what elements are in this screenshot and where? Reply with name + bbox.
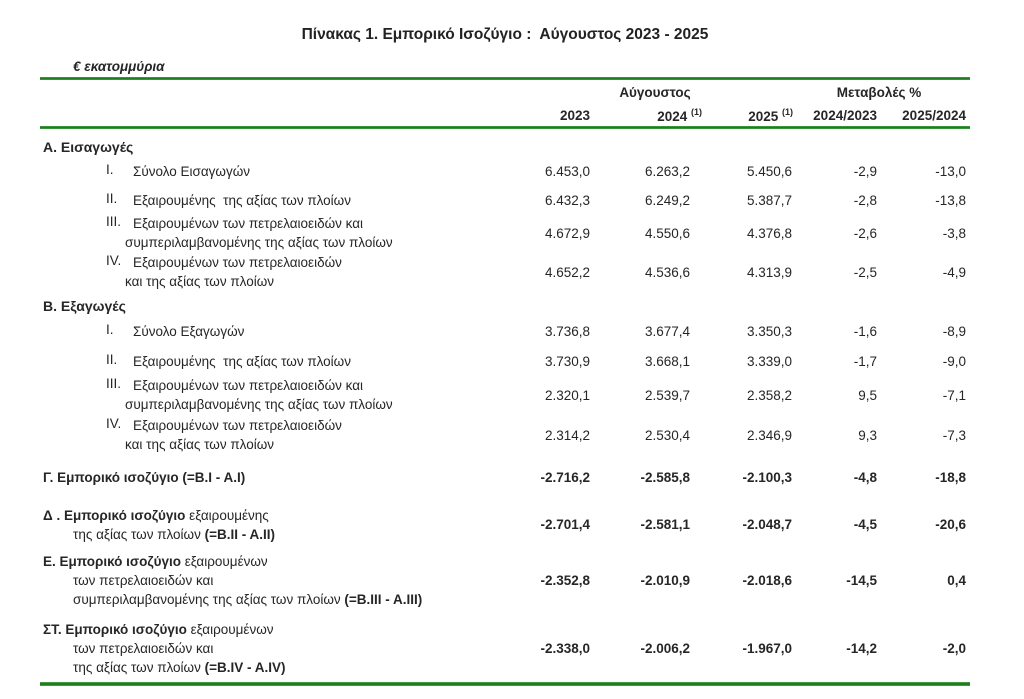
value-change-2024-2023: -1,6 — [853, 324, 877, 339]
row-imports-excl-petroleum-and-ships — [40, 252, 970, 292]
value-2024: 6.249,2 — [644, 192, 690, 208]
footnote-marker: (1) — [782, 106, 793, 117]
row-label: Εξαιρουμένων των πετρελαιοειδών και — [133, 378, 364, 393]
value-change-2025-2024: -4,9 — [942, 264, 966, 280]
value-2024: 4.550,6 — [644, 225, 690, 241]
row-label: Εξαιρουμένης της αξίας των πλοίων — [133, 192, 351, 208]
unit-label: € εκατομμύρια — [73, 59, 165, 74]
value-2025: 4.376,8 — [746, 225, 792, 241]
value-2024: 2.530,4 — [644, 427, 690, 443]
value-change-2024-2023: 9,5 — [858, 387, 877, 403]
row-label-bold: ΣΤ. Εμπορικό ισοζύγιο — [43, 622, 187, 637]
row-trade-balance — [40, 455, 970, 500]
row-label-line2: συμπεριλαμβανομένης της αξίας των πλοίων — [125, 397, 393, 412]
value-2025: 5.387,7 — [746, 192, 792, 208]
row-exports-excl-ships — [40, 347, 970, 375]
row-numeral: II. — [106, 351, 118, 367]
table-1-trade-balance — [40, 0, 970, 686]
bottom-rule — [40, 682, 970, 686]
row-trade-balance-excl-ships — [40, 500, 970, 549]
value-change-2024-2023: -2,5 — [853, 264, 877, 280]
value-2023: -2.338,0 — [540, 641, 590, 656]
year-2025: 2025 — [748, 108, 779, 124]
value-change-2025-2024: -2,0 — [942, 641, 966, 656]
value-2023: 3.736,8 — [544, 324, 590, 339]
value-change-2024-2023: -1,7 — [853, 353, 877, 369]
value-2025: 5.450,6 — [746, 163, 792, 179]
header-group-row — [40, 80, 970, 104]
value-2023: 6.453,0 — [544, 163, 590, 179]
row-exports-excl-petroleum-and-ships — [40, 415, 970, 455]
row-label: Εξαιρουμένων των πετρελαιοειδών — [133, 418, 342, 433]
row-label-bold: Δ . Εμπορικό ισοζύγιο — [43, 507, 186, 523]
row-numeral: II. — [106, 190, 118, 206]
row-exports-excl-petroleum-incl-ships — [40, 375, 970, 415]
value-2023: 2.314,2 — [544, 427, 590, 443]
footnote-marker: (1) — [691, 106, 702, 117]
value-2025: 4.313,9 — [746, 264, 792, 280]
row-numeral: I. — [106, 322, 114, 337]
value-2024: -2.585,8 — [640, 470, 690, 485]
year-2023: 2023 — [559, 107, 590, 123]
value-2024: -2.581,1 — [640, 517, 690, 532]
value-change-2024-2023: -4,5 — [853, 517, 877, 532]
row-label-line2: συμπεριλαμβανομένης της αξίας των πλοίων — [125, 235, 393, 250]
row-numeral: III. — [106, 214, 122, 229]
column-header-2024 — [590, 106, 702, 124]
value-2024: 3.668,1 — [644, 353, 690, 369]
year-2024: 2024 — [657, 108, 688, 124]
section-header-exports: Β. Εξαγωγές — [43, 298, 126, 314]
row-numeral: IV. — [106, 416, 122, 431]
row-label-rest: εξαιρουμένων — [180, 554, 268, 569]
value-2023: 6.432,3 — [544, 192, 590, 208]
row-formula: (=B.III - A.III) — [344, 592, 423, 607]
row-label-line3: συμπεριλαμβανομένης της αξίας των πλοίων — [73, 592, 345, 607]
value-change-2024-2023: 9,3 — [858, 427, 877, 443]
column-group-august: Αύγουστος — [619, 84, 691, 100]
value-change-2025-2024: -7,3 — [942, 427, 966, 443]
value-2023: -2.352,8 — [540, 573, 590, 588]
value-change-2024-2023: -2,8 — [853, 192, 877, 208]
row-label-line2: των πετρελαιοειδών και — [73, 573, 214, 588]
value-change-2024-2023: -2,9 — [853, 163, 877, 179]
row-exports-total — [40, 316, 970, 347]
value-change-2025-2024: 0,4 — [947, 573, 966, 588]
row-label-line2: των πετρελαιοειδών και — [73, 641, 214, 656]
value-2023: 3.730,9 — [544, 353, 590, 369]
column-group-changes: Μεταβολές % — [836, 84, 922, 100]
row-label: Εξαιρουμένων των πετρελαιοειδών — [133, 255, 342, 270]
row-formula: (=B.IV - A.IV) — [204, 660, 286, 675]
value-change-2025-2024: -7,1 — [942, 387, 966, 403]
value-change-2025-2024: -13,8 — [935, 192, 966, 208]
row-label: Σύνολο Εισαγωγών — [133, 163, 251, 179]
row-label-line3: της αξίας των πλοίων — [73, 660, 205, 675]
value-change-2025-2024: -9,0 — [942, 353, 966, 369]
row-numeral: IV. — [106, 253, 122, 268]
row-label: Εξαιρουμένης της αξίας των πλοίων — [133, 353, 351, 369]
value-change-2024-2023: -4,8 — [853, 470, 877, 485]
value-2024: 2.539,7 — [644, 387, 690, 403]
row-trade-balance-excl-petroleum-and-ships — [40, 612, 970, 677]
column-header-2025 — [690, 107, 792, 124]
row-label-bold: Ε. Εμπορικό ισοζύγιο — [43, 554, 181, 569]
column-header-change-2024-2023: 2024/2023 — [813, 107, 877, 123]
column-header-2023 — [500, 108, 590, 123]
value-2025: 3.350,3 — [746, 324, 792, 339]
row-label-line2: και της αξίας των πλοίων — [125, 274, 274, 289]
row-imports-excl-petroleum-incl-ships — [40, 214, 970, 252]
value-2025: 2.346,9 — [746, 427, 792, 443]
row-formula: (=B.II - A.II) — [204, 526, 275, 542]
value-change-2024-2023: -14,2 — [846, 641, 877, 656]
value-change-2025-2024: -13,0 — [935, 163, 966, 179]
value-change-2025-2024: -3,8 — [942, 225, 966, 241]
row-numeral: I. — [106, 161, 114, 177]
value-change-2025-2024: -20,6 — [935, 517, 966, 532]
value-2025: 3.339,0 — [746, 353, 792, 369]
row-label-rest: εξαιρουμένης — [185, 507, 269, 523]
value-2024: 6.263,2 — [644, 163, 690, 179]
header-year-row — [40, 104, 970, 126]
row-label-line2: και της αξίας των πλοίων — [125, 437, 274, 452]
value-change-2025-2024: -8,9 — [942, 324, 966, 339]
value-2025: -2.018,6 — [742, 573, 792, 588]
row-label: Σύνολο Εξαγωγών — [133, 324, 245, 339]
table-title: Πίνακας 1. Εμπορικό Ισοζύγιο : Αύγουστος 2023 - 2025 — [301, 26, 709, 43]
value-2024: 4.536,6 — [644, 264, 690, 280]
row-numeral: III. — [106, 376, 122, 391]
value-change-2025-2024: -18,8 — [935, 470, 966, 485]
row-imports-excl-ships — [40, 186, 970, 214]
value-change-2024-2023: -2,6 — [853, 225, 877, 241]
column-header-change-2025-2024: 2025/2024 — [902, 107, 966, 123]
row-imports-total — [40, 156, 970, 186]
value-2023: 4.672,9 — [544, 225, 590, 241]
row-label: Εξαιρουμένων των πετρελαιοειδών και — [133, 216, 364, 231]
value-2024: 3.677,4 — [644, 324, 690, 339]
row-trade-balance-excl-petroleum-incl-ships — [40, 549, 970, 612]
value-2023: 4.652,2 — [544, 264, 590, 280]
row-label-line2: της αξίας των πλοίων — [73, 526, 205, 542]
value-2023: 2.320,1 — [544, 387, 590, 403]
row-label: Γ. Εμπορικό ισοζύγιο (=B.I - A.I) — [43, 470, 246, 485]
value-2025: -1.967,0 — [742, 641, 792, 656]
value-2024: -2.010,9 — [640, 573, 690, 588]
value-2025: -2.048,7 — [742, 517, 792, 532]
value-2024: -2.006,2 — [640, 641, 690, 656]
value-2025: -2.100,3 — [742, 470, 792, 485]
value-2023: -2.716,2 — [540, 470, 590, 485]
value-change-2024-2023: -14,5 — [846, 573, 877, 588]
section-header-imports: Α. Εισαγωγές — [43, 139, 134, 155]
value-2025: 2.358,2 — [746, 387, 792, 403]
value-2023: -2.701,4 — [540, 517, 590, 532]
row-label-rest: εξαιρουμένων — [186, 622, 274, 637]
